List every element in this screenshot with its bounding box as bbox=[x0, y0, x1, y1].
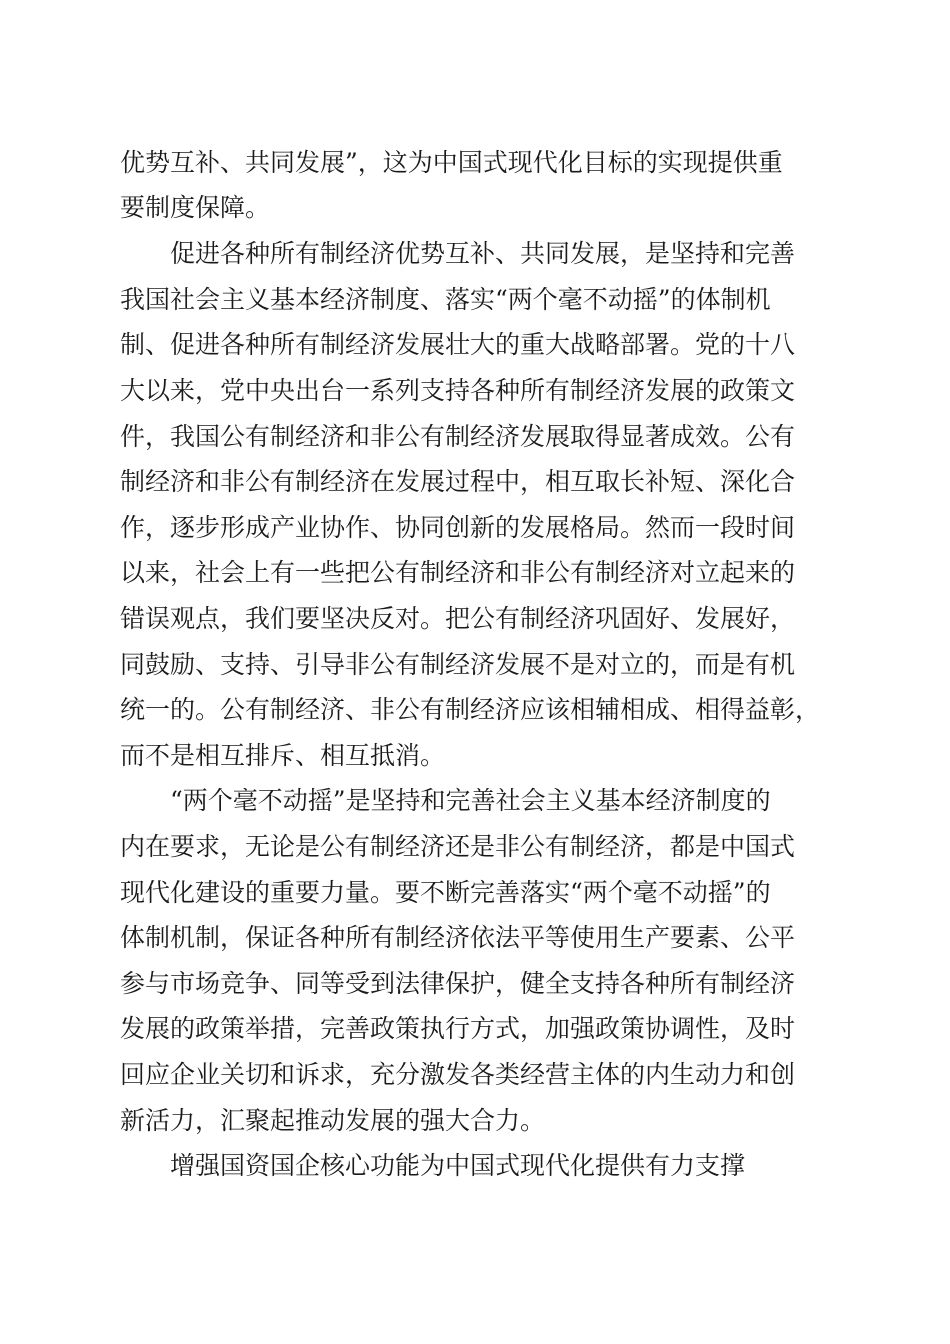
text-line: 内在要求，无论是公有制经济还是非公有制经济，都是中国式 bbox=[120, 832, 796, 861]
text-line: 要制度保障。 bbox=[120, 193, 271, 222]
section-heading: 增强国资国企核心功能为中国式现代化提供有力支撑 bbox=[170, 1151, 746, 1180]
text-line: 回应企业关切和诉求，充分激发各类经营主体的内生动力和创 bbox=[120, 1060, 796, 1089]
text-line: 现代化建设的重要力量。要不断完善落实“两个毫不动摇”的 bbox=[120, 878, 771, 907]
text-line: 体制机制，保证各种所有制经济依法平等使用生产要素、公平 bbox=[120, 923, 796, 952]
text-line: 制经济和非公有制经济在发展过程中，相互取长补短、深化合 bbox=[120, 467, 796, 496]
text-line: 优势互补、共同发展”，这为中国式现代化目标的实现提供重 bbox=[120, 148, 783, 177]
paragraph-first-line: 促进各种所有制经济优势互补、共同发展，是坚持和完善 bbox=[170, 239, 796, 268]
text-line: 错误观点，我们要坚决反对。把公有制经济巩固好、发展好， bbox=[120, 604, 796, 633]
text-line: 件，我国公有制经济和非公有制经济发展取得显著成效。公有 bbox=[120, 422, 796, 451]
text-line: 以来，社会上有一些把公有制经济和非公有制经济对立起来的 bbox=[120, 558, 796, 587]
text-line: 新活力，汇聚起推动发展的强大合力。 bbox=[120, 1106, 546, 1135]
text-line: 参与市场竞争、同等受到法律保护，健全支持各种所有制经济 bbox=[120, 969, 796, 998]
text-line: 统一的。公有制经济、非公有制经济应该相辅相成、相得益彰， bbox=[120, 695, 821, 724]
paragraph-first-line: “两个毫不动摇”是坚持和完善社会主义基本经济制度的 bbox=[170, 786, 771, 815]
text-line: 发展的政策举措，完善政策执行方式，加强政策协调性，及时 bbox=[120, 1014, 796, 1043]
text-line: 同鼓励、支持、引导非公有制经济发展不是对立的，而是有机 bbox=[120, 650, 796, 679]
text-line: 大以来，党中央出台一系列支持各种所有制经济发展的政策文 bbox=[120, 376, 796, 405]
text-line: 我国社会主义基本经济制度、落实“两个毫不动摇”的体制机 bbox=[120, 285, 771, 314]
text-line: 制、促进各种所有制经济发展壮大的重大战略部署。党的十八 bbox=[120, 330, 796, 359]
text-line: 而不是相互排斥、相互抵消。 bbox=[120, 741, 446, 770]
text-line: 作，逐步形成产业协作、协同创新的发展格局。然而一段时间 bbox=[120, 513, 796, 542]
